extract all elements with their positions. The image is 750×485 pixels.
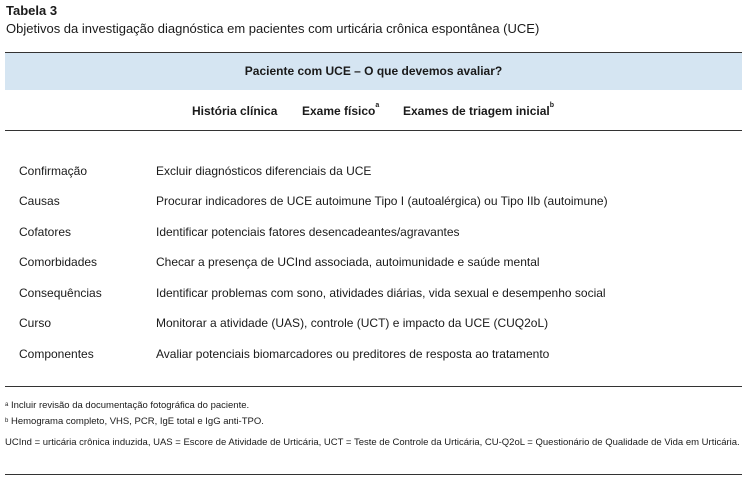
row-description: Identificar problemas com sono, atividades diárias, vida sexual e desempenho social xyxy=(156,286,606,300)
table-row xyxy=(0,347,750,367)
row-description: Excluir diagnósticos diferenciais da UCE xyxy=(156,164,372,178)
table-row xyxy=(0,316,750,336)
footnote-marker-a: a xyxy=(375,102,380,109)
table-row xyxy=(0,225,750,245)
row-label: Causas xyxy=(19,194,60,208)
table-row xyxy=(0,286,750,306)
row-label: Cofatores xyxy=(19,225,72,239)
footnote-b-text: Hemograma completo, VHS, PCR, IgE total e IgG anti-TPO. xyxy=(10,416,264,427)
table-caption: Objetivos da investigação diagnóstica em pacientes com urticária crônica espontânea (UCE) xyxy=(6,21,540,36)
footnote-marker-b: b xyxy=(549,102,555,109)
row-description: Monitorar a atividade (UAS), controle (UCT) e impacto da UCE (CUQ2oL) xyxy=(156,316,549,330)
row-description: Checar a presença de UCInd associada, autoimunidade e saúde mental xyxy=(156,255,540,269)
footnote-b xyxy=(5,415,264,429)
footnote-a-text: Incluir revisão da documentação fotográfica do paciente. xyxy=(10,400,250,411)
row-description: Identificar potenciais fatores desencadeantes/agravantes xyxy=(156,225,460,239)
row-label: Componentes xyxy=(19,347,94,361)
footnote-b-mark: b xyxy=(5,418,9,424)
bottom-rule xyxy=(5,474,742,475)
table-label: Tabela 3 xyxy=(6,3,58,18)
row-label: Curso xyxy=(19,316,52,330)
subheader-triage-label: Exames de triagem inicial xyxy=(403,104,550,118)
row-label: Confirmação xyxy=(19,164,88,178)
subheader-history: História clínica xyxy=(192,104,278,118)
table-row xyxy=(0,164,750,184)
table-row xyxy=(0,255,750,275)
header-band: Paciente com UCE – O que devemos avaliar? xyxy=(5,52,742,90)
footnote-a-mark: a xyxy=(5,402,9,408)
divider-after-header xyxy=(5,130,742,131)
row-description: Avaliar potenciais biomarcadores ou preditores de resposta ao tratamento xyxy=(156,347,550,361)
abbreviations-note: UCInd = urticária crônica induzida, UAS = Escore de Atividade de Urticária, UCT = Teste de Controle da Urticária, CU-Q2oL = Questionário de Qualidade de Vida em Urticária. xyxy=(5,437,740,448)
divider-before-notes xyxy=(5,386,742,387)
table-row xyxy=(0,194,750,214)
row-description: Procurar indicadores de UCE autoimune Tipo I (autoalérgica) ou Tipo IIb (autoimune) xyxy=(156,194,608,208)
subheader-exam xyxy=(302,104,379,118)
subheader-exam-label: Exame físico xyxy=(302,104,376,118)
subheader-triage xyxy=(403,104,554,118)
footnote-a xyxy=(5,399,249,413)
row-label: Consequências xyxy=(19,286,102,300)
row-label: Comorbidades xyxy=(19,255,98,269)
